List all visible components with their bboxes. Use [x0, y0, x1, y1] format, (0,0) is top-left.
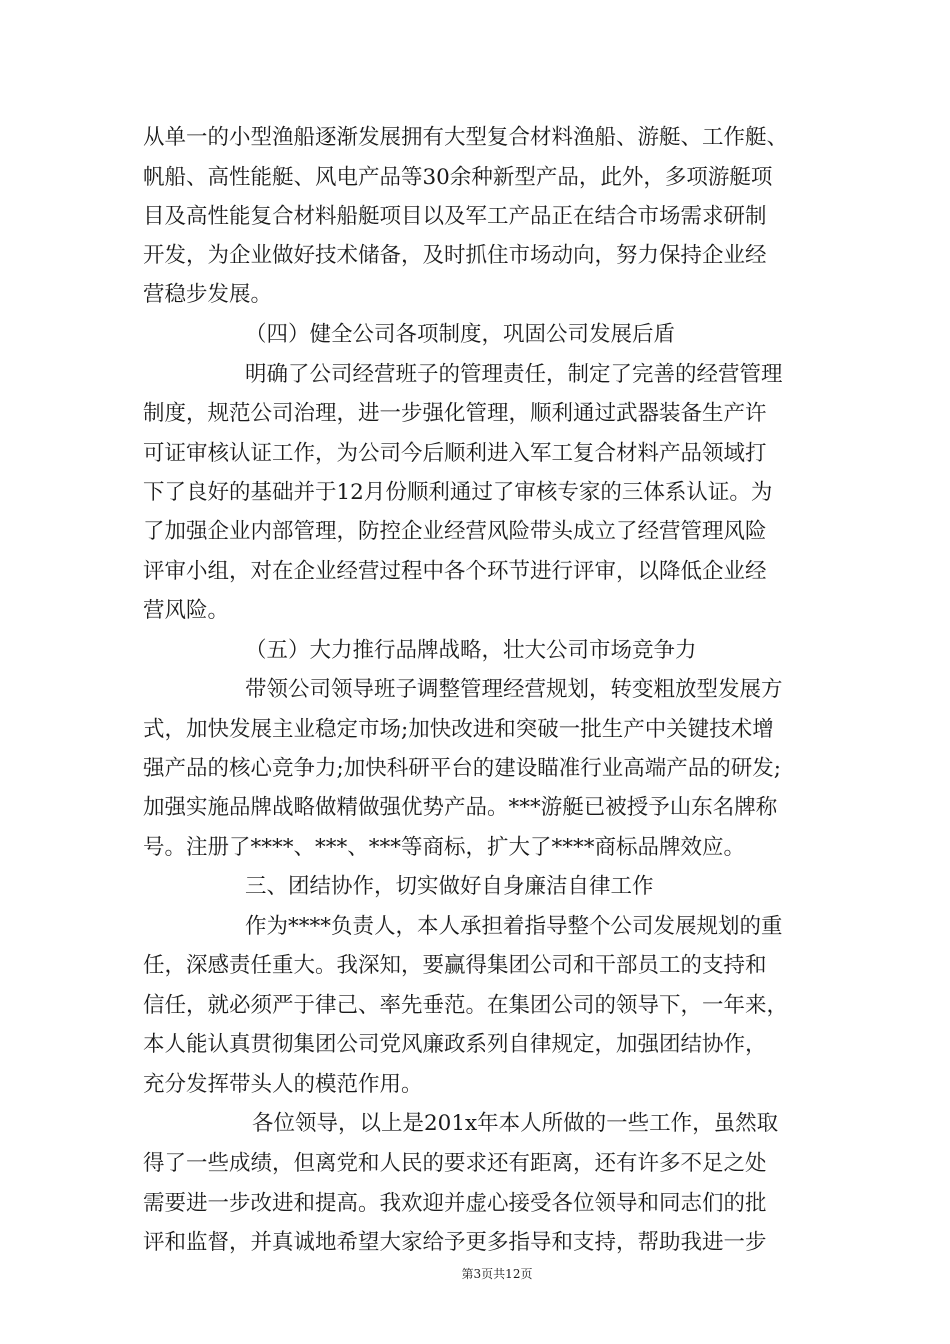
text-line: 需要进一步改进和提高。我欢迎并虚心接受各位领导和同志们的批 — [143, 1191, 767, 1216]
text-line: 可证审核认证工作，为公司今后顺利进入军工复合材料产品领域打 — [143, 441, 767, 466]
text-line: 评审小组，对在企业经营过程中各个环节进行评审，以降低企业经 — [143, 559, 767, 584]
text-line: 强产品的核心竞争力;加快科研平台的建设瞄准行业高端产品的研发; — [143, 756, 781, 781]
text-line: 号。注册了****、***、***等商标，扩大了****商标品牌效应。 — [143, 835, 746, 860]
text-line: 明确了公司经营班子的管理责任，制定了完善的经营管理 — [245, 362, 783, 387]
text-line: 作为****负责人，本人承担着指导整个公司发展规划的重 — [245, 914, 783, 939]
section-heading-4: （四）健全公司各项制度，巩固公司发展后盾 — [245, 322, 676, 347]
text-line: 了加强企业内部管理，防控企业经营风险带头成立了经营管理风险 — [143, 519, 767, 544]
text-line: 目及高性能复合材料船艇项目以及军工产品正在结合市场需求研制 — [143, 204, 767, 229]
text-line: 评和监督，并真诚地希望大家给予更多指导和支持，帮助我进一步 — [143, 1230, 767, 1255]
text-line: 下了良好的基础并于12月份顺利通过了审核专家的三体系认证。为 — [143, 480, 773, 505]
text-line: 得了一些成绩，但离党和人民的要求还有距离，还有许多不足之处 — [143, 1151, 767, 1176]
section-heading-3: 三、团结协作，切实做好自身廉洁自律工作 — [245, 874, 654, 899]
text-line: 加强实施品牌战略做精做强优势产品。***游艇已被授予山东名牌称 — [143, 795, 778, 820]
text-line: 充分发挥带头人的模范作用。 — [143, 1072, 423, 1097]
text-line: 本人能认真贯彻集团公司党风廉政系列自律规定，加强团结协作， — [143, 1032, 767, 1057]
text-line: 各位领导，以上是201x年本人所做的一些工作，虽然取 — [252, 1111, 779, 1136]
text-line: 式，加快发展主业稳定市场;加快改进和突破一批生产中关键技术增 — [143, 717, 774, 742]
text-line: 开发，为企业做好技术储备，及时抓住市场动向，努力保持企业经 — [143, 243, 767, 268]
text-line: 帆船、高性能艇、风电产品等30余种新型产品，此外，多项游艇项 — [143, 165, 773, 190]
section-heading-5: （五）大力推行品牌战略，壮大公司市场竞争力 — [245, 638, 697, 663]
text-line: 从单一的小型渔船逐渐发展拥有大型复合材料渔船、游艇、工作艇、 — [143, 125, 789, 150]
page-number-footer: 第3页共12页 — [461, 1267, 533, 1281]
text-line: 信任，就必须严于律己、率先垂范。在集团公司的领导下，一年来， — [143, 993, 789, 1018]
text-line: 任，深感责任重大。我深知，要赢得集团公司和干部员工的支持和 — [143, 953, 767, 978]
text-line: 营稳步发展。 — [143, 282, 273, 307]
text-line: 制度，规范公司治理，进一步强化管理，顺利通过武器装备生产许 — [143, 401, 767, 426]
text-line: 营风险。 — [143, 598, 230, 623]
text-line: 带领公司领导班子调整管理经营规划，转变粗放型发展方 — [245, 677, 783, 702]
